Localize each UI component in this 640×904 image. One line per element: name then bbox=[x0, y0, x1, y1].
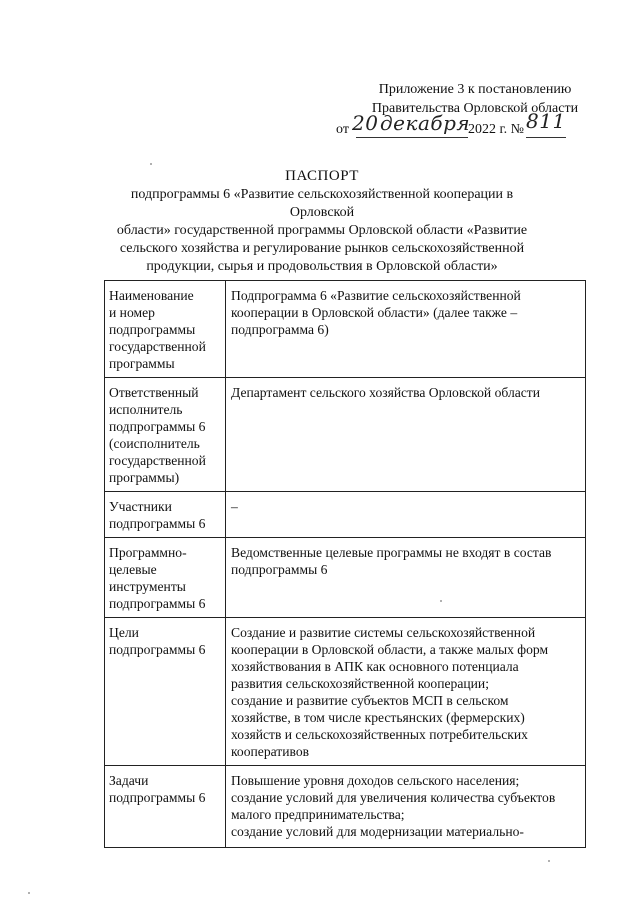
value-line: подпрограмма 6) bbox=[231, 322, 329, 337]
label-line: целевые bbox=[109, 562, 157, 577]
scan-speck bbox=[150, 163, 152, 165]
row-value-goals bbox=[226, 618, 586, 766]
label-line: Участники bbox=[109, 499, 172, 514]
label-line: подпрограммы 6 bbox=[109, 419, 206, 434]
table-row bbox=[105, 538, 586, 618]
passport-table bbox=[104, 280, 586, 848]
value-line: – bbox=[231, 499, 238, 514]
table-row bbox=[105, 281, 586, 378]
value-line: создание условий для увеличения количества субъектов bbox=[231, 790, 556, 805]
label-line: Задачи bbox=[109, 773, 149, 788]
annex-note bbox=[330, 80, 620, 140]
value-line: развития сельскохозяйственной кооперации; bbox=[231, 676, 489, 691]
number-underline bbox=[526, 137, 566, 138]
annex-date-prefix: от bbox=[336, 122, 349, 137]
value-line: кооперативов bbox=[231, 744, 310, 759]
value-line: Повышение уровня доходов сельского населения; bbox=[231, 773, 520, 788]
value-line: Подпрограмма 6 «Развитие сельскохозяйственной bbox=[231, 288, 521, 303]
subtitle-line: области» государственной программы Орловской области «Развитие bbox=[116, 223, 528, 238]
row-label-instruments bbox=[105, 538, 226, 618]
annex-line-1: Приложение 3 к постановлению bbox=[378, 82, 572, 97]
value-line: создание и развитие субъектов МСП в сельском bbox=[231, 693, 509, 708]
table-row bbox=[105, 378, 586, 492]
label-line: Цели bbox=[109, 625, 139, 640]
row-label-name bbox=[105, 281, 226, 378]
table-row bbox=[105, 766, 586, 848]
label-line: (соисполнитель bbox=[109, 436, 200, 451]
row-value-name bbox=[226, 281, 586, 378]
label-line: Программно- bbox=[109, 545, 187, 560]
label-line: программы) bbox=[109, 470, 180, 485]
scan-speck bbox=[28, 892, 30, 894]
row-label-executor bbox=[105, 378, 226, 492]
scan-speck bbox=[548, 860, 550, 862]
value-line: подпрограммы 6 bbox=[231, 562, 328, 577]
handwritten-month: декабря bbox=[380, 111, 471, 135]
value-line: хозяйствования в АПК как основного потенциала bbox=[231, 659, 519, 674]
annex-date-line bbox=[330, 109, 620, 140]
label-line: программы bbox=[109, 356, 175, 371]
row-label-tasks bbox=[105, 766, 226, 848]
label-line: подпрограммы 6 bbox=[109, 516, 206, 531]
handwritten-day: 20 bbox=[352, 111, 379, 135]
row-value-executor bbox=[226, 378, 586, 492]
label-line: подпрограммы bbox=[109, 322, 196, 337]
scan-speck bbox=[440, 600, 442, 602]
value-line: Ведомственные целевые программы не входят в состав bbox=[231, 545, 552, 560]
label-line: государственной bbox=[109, 339, 206, 354]
table-row bbox=[105, 618, 586, 766]
value-line: кооперации в Орловской области, а также малых форм bbox=[231, 642, 549, 657]
value-line: Создание и развитие системы сельскохозяйственной bbox=[231, 625, 536, 640]
label-line: исполнитель bbox=[109, 402, 183, 417]
label-line: инструменты bbox=[109, 579, 186, 594]
table-row bbox=[105, 492, 586, 538]
row-value-tasks bbox=[226, 766, 586, 848]
label-line: государственной bbox=[109, 453, 206, 468]
subtitle-line: подпрограммы 6 «Развитие сельскохозяйственной кооперации в Орловской bbox=[130, 187, 514, 220]
value-line: создание условий для модернизации материально- bbox=[231, 824, 524, 839]
document-title-block bbox=[104, 167, 540, 276]
value-line: хозяйств и сельскохозяйственных потребительских bbox=[231, 727, 528, 742]
row-label-goals bbox=[105, 618, 226, 766]
handwritten-number: 811 bbox=[526, 109, 566, 133]
label-line: Ответственный bbox=[109, 385, 199, 400]
subtitle-line: продукции, сырья и продовольствия в Орловской области» bbox=[146, 259, 498, 274]
label-line: и номер bbox=[109, 305, 155, 320]
date-underline bbox=[356, 137, 468, 138]
label-line: подпрограммы 6 bbox=[109, 596, 206, 611]
value-line: хозяйстве, в том числе крестьянских (фермерских) bbox=[231, 710, 525, 725]
row-value-participants bbox=[226, 492, 586, 538]
annex-year-text: 2022 г. № bbox=[468, 122, 525, 137]
label-line: подпрограммы 6 bbox=[109, 642, 206, 657]
subtitle-line: сельского хозяйства и регулирование рынков сельскохозяйственной bbox=[119, 241, 525, 256]
label-line: Наименование bbox=[109, 288, 194, 303]
document-title: ПАСПОРТ bbox=[285, 168, 359, 184]
row-label-participants bbox=[105, 492, 226, 538]
value-line: малого предпринимательства; bbox=[231, 807, 405, 822]
value-line: кооперации в Орловской области» (далее также – bbox=[231, 305, 518, 320]
row-value-instruments bbox=[226, 538, 586, 618]
label-line: подпрограммы 6 bbox=[109, 790, 206, 805]
value-line: Департамент сельского хозяйства Орловской области bbox=[231, 385, 541, 400]
annex-line-2: Правительства Орловской области bbox=[371, 101, 579, 116]
